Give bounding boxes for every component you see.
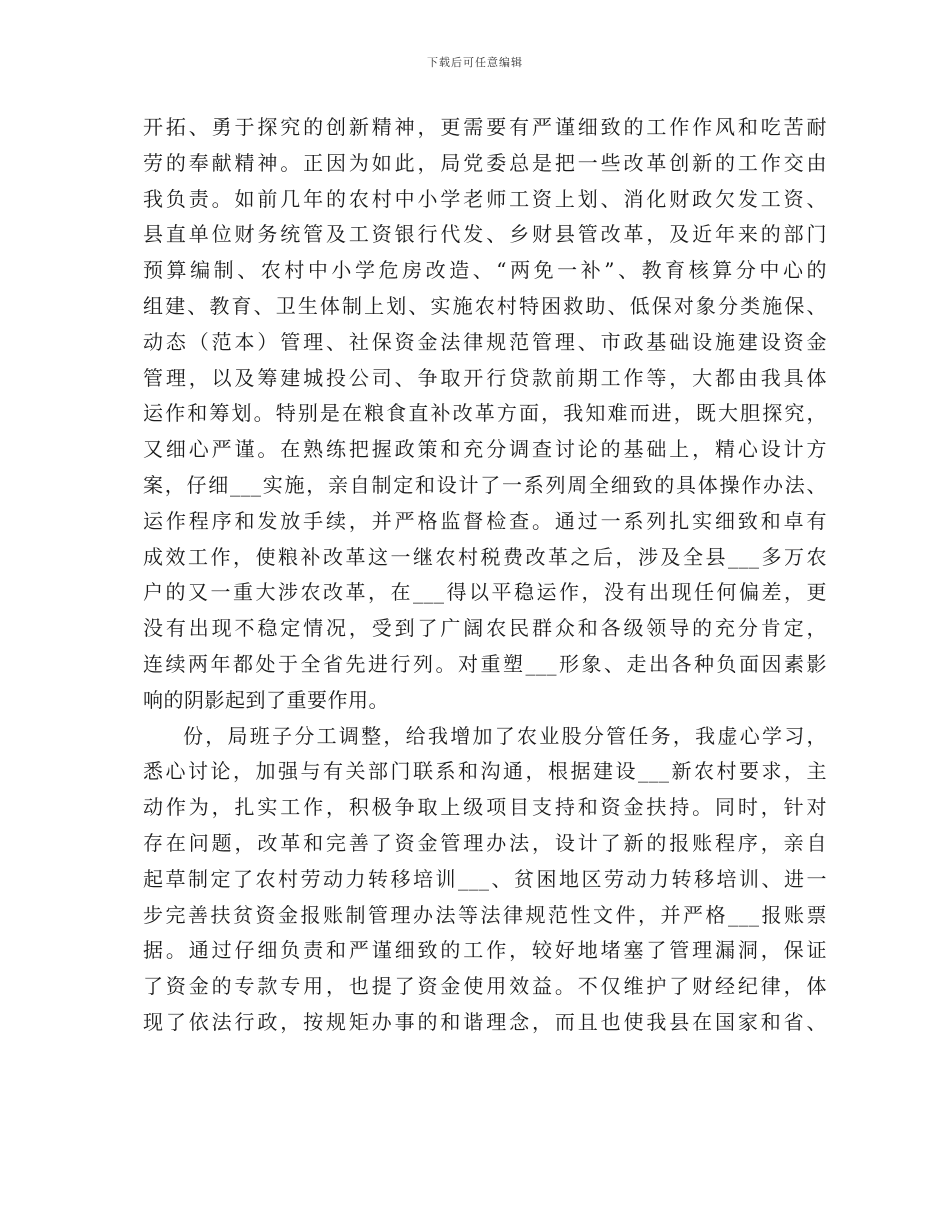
text-line: 动作为，扎实工作，积极争取上级项目支持和资金扶持。同时，针对 xyxy=(143,795,827,820)
text-line: 案，仔细___实施，亲自制定和设计了一系列周全细致的具体操作办法、 xyxy=(143,472,827,497)
text-line: 现了依法行政，按规矩办事的和谐理念，而且也使我县在国家和省、 xyxy=(143,1009,827,1034)
paragraph-2 xyxy=(143,719,827,1041)
text-line: 运作和筹划。特别是在粮食直补改革方面，我知难而进，既大胆探究， xyxy=(143,401,827,426)
text-line: 开拓、勇于探究的创新精神，更需要有严谨细致的工作作风和吃苦耐 xyxy=(143,115,827,139)
text-line: 劳的奉献精神。正因为如此，局党委总是把一些改革创新的工作交由 xyxy=(143,150,827,175)
text-line: 连续两年都处于全省先进行列。对重塑___形象、走出各种负面因素影 xyxy=(143,651,827,676)
text-line: 存在问题，改革和完善了资金管理办法，设计了新的报账程序，亲自 xyxy=(143,830,827,855)
text-line: 预算编制、农村中小学危房改造、“两免一补”、教育核算分中心的 xyxy=(143,258,827,283)
page-header: 下载后可任意编辑 xyxy=(427,56,523,69)
text-line: 动态（范本）管理、社保资金法律规范管理、市政基础设施建设资金 xyxy=(143,329,827,354)
text-line: 成效工作，使粮补改革这一继农村税费改革之后，涉及全县___多万农 xyxy=(143,544,827,569)
text-line: 没有出现不稳定情况，受到了广阔农民群众和各级领导的充分肯定， xyxy=(143,616,827,641)
text-line: 户的又一重大涉农改革，在___得以平稳运作，没有出现任何偏差，更 xyxy=(143,580,827,605)
text-line: 管理，以及筹建城投公司、争取开行贷款前期工作等，大都由我具体 xyxy=(143,365,827,390)
text-line: 起草制定了农村劳动力转移培训___、贫困地区劳动力转移培训、进一 xyxy=(143,866,827,891)
text-line: 又细心严谨。在熟练把握政策和充分调查讨论的基础上，精心设计方 xyxy=(143,437,827,462)
text-line: 组建、教育、卫生体制上划、实施农村特困救助、低保对象分类施保、 xyxy=(143,293,827,318)
text-line: 县直单位财务统管及工资银行代发、乡财县管改革，及近年来的部门 xyxy=(143,222,827,247)
text-line-last: 响的阴影起到了重要作用。 xyxy=(143,687,389,712)
text-line: 我负责。如前几年的农村中小学老师工资上划、消化财政欠发工资、 xyxy=(143,186,827,211)
paragraph-1 xyxy=(143,110,827,719)
text-line-first: 份，局班子分工调整，给我增加了农业股分管任务，我虚心学习， xyxy=(183,723,827,748)
text-line: 了资金的专款专用，也提了资金使用效益。不仅维护了财经纪律，体 xyxy=(143,974,827,999)
document-body xyxy=(143,110,827,1041)
text-line: 悉心讨论，加强与有关部门联系和沟通，根据建设___新农村要求，主 xyxy=(143,759,827,784)
text-line: 运作程序和发放手续，并严格监督检查。通过一系列扎实细致和卓有 xyxy=(143,508,827,533)
text-line: 据。通过仔细负责和严谨细致的工作，较好地堵塞了管理漏洞，保证 xyxy=(143,938,827,963)
text-line: 步完善扶贫资金报账制管理办法等法律规范性文件，并严格___报账票 xyxy=(143,902,827,927)
